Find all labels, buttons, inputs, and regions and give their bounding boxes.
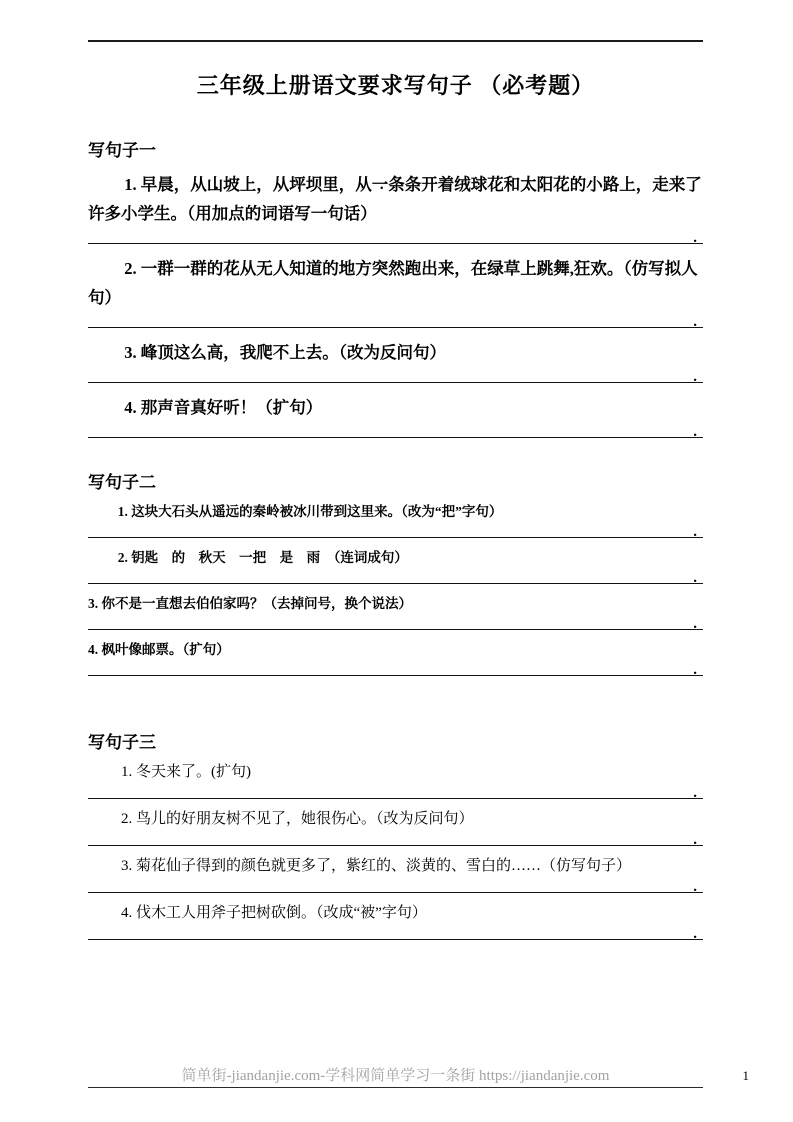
question-block xyxy=(88,762,703,799)
answer-period: . xyxy=(693,424,697,440)
footer-text: 简单街-jiandanjie.com-学科网简单学习一条街 https://jiandanjie.com xyxy=(181,1068,610,1084)
answer-line xyxy=(88,314,703,328)
footer-rule xyxy=(88,1066,703,1088)
answer-period: . xyxy=(693,926,697,942)
question-text: 3. 峰顶这么高，我爬不上去。（改为反问句） xyxy=(124,343,447,362)
answer-period: . xyxy=(693,785,697,801)
question-block xyxy=(88,170,703,244)
question-block xyxy=(88,903,703,940)
answer-period: . xyxy=(693,230,697,246)
question-text: 3. 你不是一直想去伯伯家吗？（去掉问号，换个说法） xyxy=(88,596,412,611)
emphasized-word: 从 • xyxy=(355,175,372,194)
question-text: 2. 一群一群的花从无人知道的地方突然跑出来，在绿草上跳舞,狂欢。（仿写拟人句） xyxy=(88,259,698,307)
question-text: 1. 冬天来了。(扩句) xyxy=(121,764,251,780)
answer-line xyxy=(88,662,703,676)
question-block xyxy=(88,338,703,383)
question-block xyxy=(88,502,703,538)
answer-period: . xyxy=(693,369,697,385)
answer-period: . xyxy=(693,524,697,540)
emphasized-word: 从 • xyxy=(273,175,290,194)
page-footer xyxy=(88,1066,703,1088)
answer-line xyxy=(88,832,703,846)
answer-line xyxy=(88,926,703,940)
question-block xyxy=(88,809,703,846)
question-text-segment: 1. 早晨， xyxy=(124,175,191,194)
question-block xyxy=(88,548,703,584)
page-number: 1 xyxy=(742,1068,749,1083)
answer-line xyxy=(88,570,703,584)
section-heading: 写句子二 xyxy=(88,473,156,492)
answer-period: . xyxy=(693,832,697,848)
question-text: 2. 鸟儿的好朋友树不见了，她很伤心。（改为反问句） xyxy=(121,811,474,827)
page-title: 三年级上册语文要求写句子 （必考题） xyxy=(196,73,595,98)
answer-line xyxy=(88,369,703,383)
question-text: 2. 钥匙 的 秋天 一把 是 雨 （连词成句） xyxy=(117,550,408,565)
answer-line xyxy=(88,616,703,630)
question-text: 4. 伐木工人用斧子把树砍倒。（改成“被”字句） xyxy=(121,905,427,921)
question-text: 4. 枫叶像邮票。（扩句） xyxy=(88,642,230,657)
question-text: 4. 那声音真好听！（扩句） xyxy=(124,398,323,417)
worksheet-section-1 xyxy=(88,140,703,438)
question-text-segment: 坪坝里， xyxy=(289,175,356,194)
question-block xyxy=(88,254,703,328)
worksheet-section-2 xyxy=(88,472,703,676)
answer-line xyxy=(88,230,703,244)
answer-period: . xyxy=(693,662,697,678)
answer-line xyxy=(88,424,703,438)
answer-period: . xyxy=(693,879,697,895)
question-block xyxy=(88,640,703,676)
question-text xyxy=(88,170,703,228)
question-block xyxy=(88,594,703,630)
worksheet-section-3 xyxy=(88,732,703,940)
answer-line xyxy=(88,879,703,893)
answer-period: . xyxy=(693,570,697,586)
answer-line xyxy=(88,785,703,799)
section-heading: 写句子三 xyxy=(88,733,156,752)
answer-period: . xyxy=(693,616,697,632)
question-text: 1. 这块大石头从遥远的秦岭被冰川带到这里来。（改为“把”字句） xyxy=(117,504,503,519)
emphasized-word: 从 • xyxy=(190,175,207,194)
section-heading: 写句子一 xyxy=(88,141,156,160)
question-text-segment: 山坡上， xyxy=(206,175,273,194)
top-rule xyxy=(88,40,703,42)
answer-line xyxy=(88,524,703,538)
question-text: 3. 菊花仙子得到的颜色就更多了，紫红的、淡黄的、雪白的……（仿写句子） xyxy=(121,858,632,874)
question-block xyxy=(88,856,703,893)
question-block xyxy=(88,393,703,438)
question-text-segment: 一条条开着绒球花和太阳花的小路上，走来了许多小学生。（用加点的词语写一句话） xyxy=(88,175,702,223)
answer-period: . xyxy=(693,314,697,330)
